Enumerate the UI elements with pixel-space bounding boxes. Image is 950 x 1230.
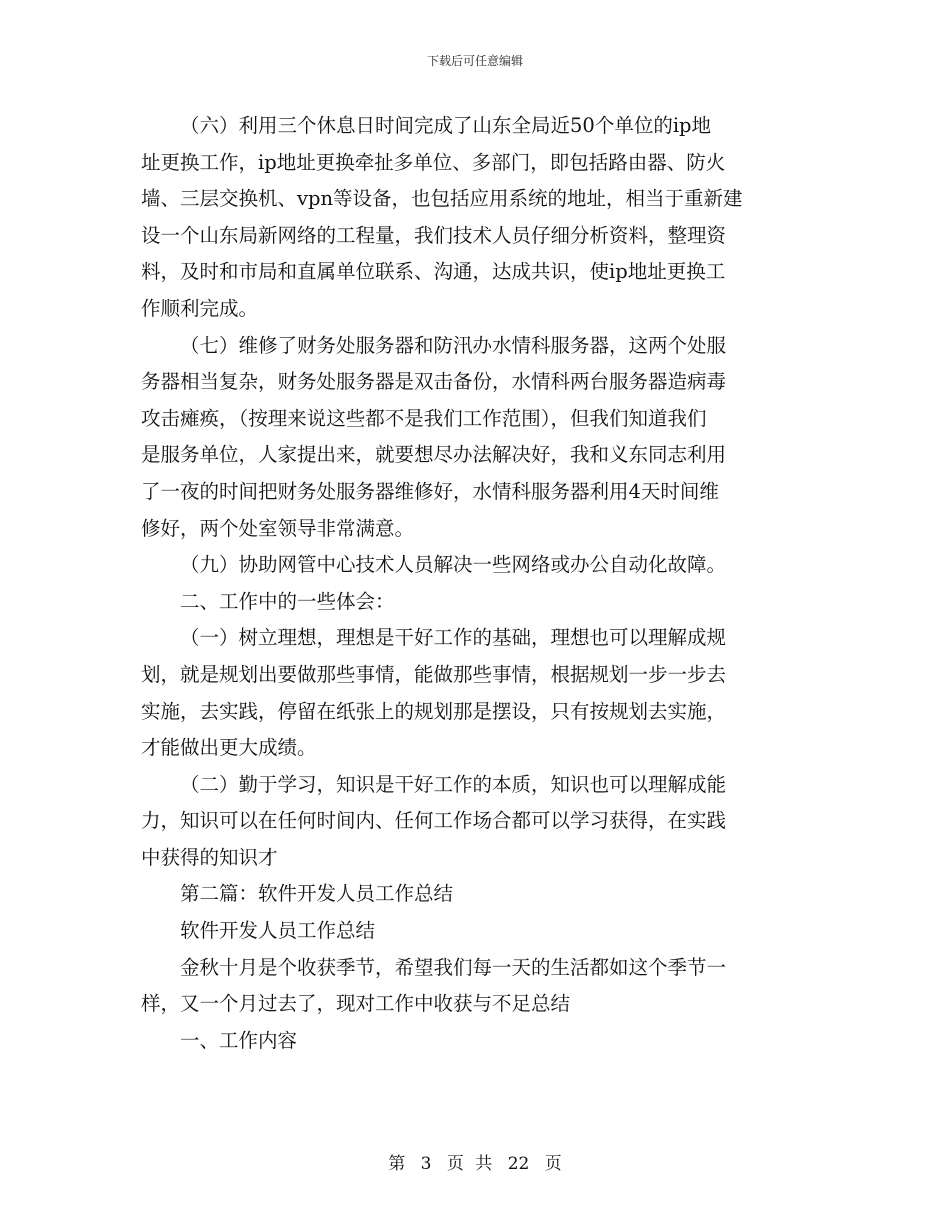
text-line: （一）树立理想，理想是干好工作的基础，理想也可以理解成规 bbox=[180, 626, 727, 650]
text-line: 墙、三层交换机、vpn等设备，也包括应用系统的地址，相当于重新建 bbox=[141, 187, 743, 211]
text-line: （六）利用三个休息日时间完成了山东全局近50个单位的ip地 bbox=[180, 114, 712, 137]
text-line: 了一夜的时间把财务处服务器维修好，水情科服务器利用4天时间维 bbox=[141, 479, 719, 503]
text-line: 划，就是规划出要做那些事情，能做那些事情，根据规划一步一步去 bbox=[141, 662, 727, 686]
section-heading-experience bbox=[141, 584, 811, 621]
paragraph-server-repair bbox=[141, 328, 811, 548]
text-line: 修好，两个处室领导非常满意。 bbox=[141, 516, 415, 540]
text-line: 作顺利完成。 bbox=[141, 296, 259, 320]
footer-middle-1: 页 bbox=[446, 1154, 464, 1174]
article-title bbox=[141, 913, 811, 950]
text-line: 务器相当复杂，财务处服务器是双击备份，水情科两台服务器造病毒 bbox=[141, 370, 727, 394]
text-line: （七）维修了财务处服务器和防汛办水情科服务器，这两个处服 bbox=[180, 333, 727, 357]
text-line: 料，及时和市局和直属单位联系、沟通，达成共识，使ip地址更换工 bbox=[141, 260, 726, 284]
text-line: 才能做出更大成绩。 bbox=[141, 736, 317, 760]
text-line: 第二篇：软件开发人员工作总结 bbox=[180, 882, 454, 906]
text-line: 样，又一个月过去了，现对工作中收获与不足总结 bbox=[141, 992, 571, 1016]
text-line: 中获得的知识才 bbox=[141, 845, 278, 869]
text-line: 是服务单位，人家提出来，就要想尽办法解决好，我和义东同志利用 bbox=[141, 443, 727, 467]
text-line: 攻击瘫痪，（按理来说这些都不是我们工作范围），但我们知道我们 bbox=[141, 406, 707, 430]
text-line: （九）协助网管中心技术人员解决一些网络或办公自动化故障。 bbox=[180, 553, 727, 577]
text-line: （二）勤于学习，知识是干好工作的本质，知识也可以理解成能 bbox=[180, 772, 727, 796]
current-page-number: 3 bbox=[420, 1154, 432, 1174]
text-line: 力，知识可以在任何时间内、任何工作场合都可以学习获得，在实践 bbox=[141, 809, 727, 833]
text-line: 设一个山东局新网络的工程量，我们技术人员仔细分析资料，整理资 bbox=[141, 223, 727, 247]
text-line: 址更换工作，ip地址更换牵扯多单位、多部门，即包括路由器、防火 bbox=[141, 150, 726, 174]
paragraph-assist-network-center bbox=[141, 547, 811, 584]
paragraph-set-ideals bbox=[141, 620, 811, 766]
text-line: 二、工作中的一些体会： bbox=[180, 589, 395, 613]
text-line: 金秋十月是个收获季节，希望我们每一天的生活都如这个季节一 bbox=[180, 955, 727, 979]
document-body bbox=[141, 108, 811, 1059]
page-footer bbox=[0, 1153, 950, 1175]
text-line: 一、工作内容 bbox=[180, 1028, 298, 1052]
paragraph-ip-address-change bbox=[141, 108, 811, 328]
text-line: 软件开发人员工作总结 bbox=[180, 919, 376, 943]
total-pages-number: 22 bbox=[507, 1154, 530, 1174]
chapter-title-part-two bbox=[141, 876, 811, 913]
footer-suffix: 页 bbox=[544, 1154, 562, 1174]
paragraph-golden-autumn bbox=[141, 950, 811, 1023]
section-heading-work-content bbox=[141, 1023, 811, 1060]
text-line: 实施，去实践，停留在纸张上的规划那是摆设，只有按规划去实施， bbox=[141, 699, 727, 723]
page-header: 下载后可任意编辑 bbox=[426, 54, 523, 68]
footer-prefix: 第 bbox=[388, 1154, 406, 1174]
paragraph-diligent-study bbox=[141, 767, 811, 877]
footer-middle-2: 共 bbox=[475, 1154, 493, 1174]
